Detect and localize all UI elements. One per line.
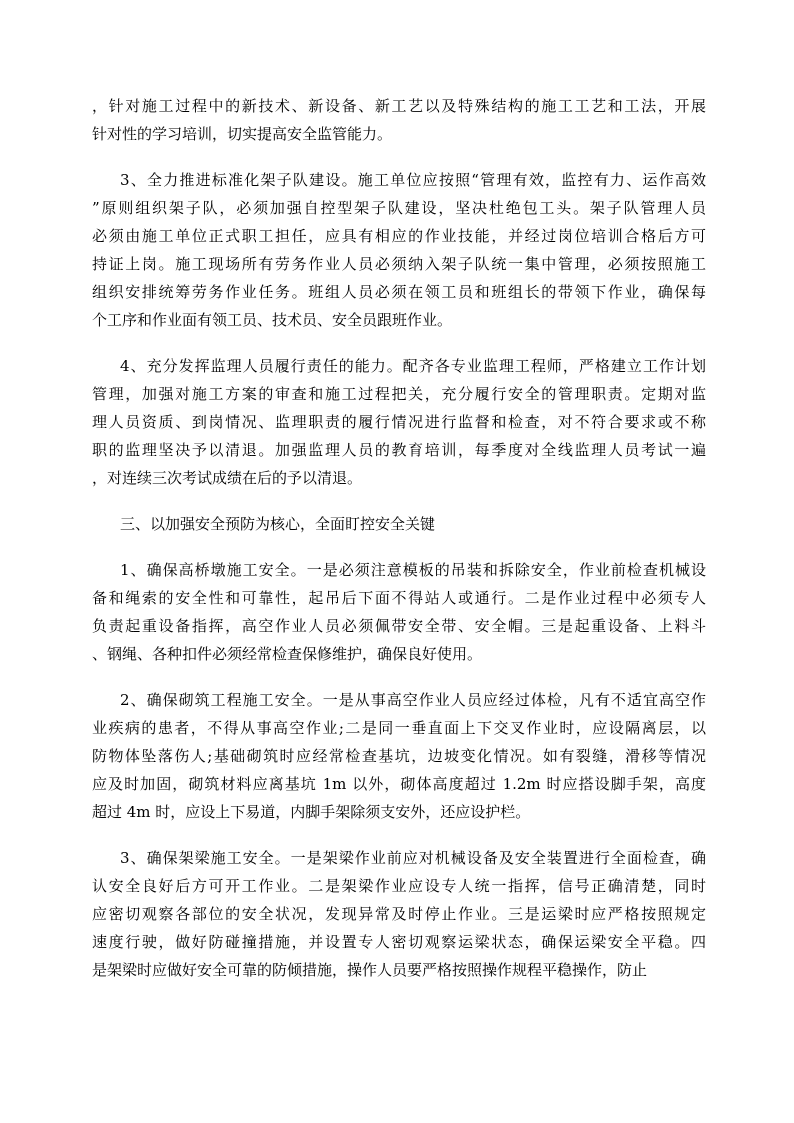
text-line: ，针对施工过程中的新技术、新设备、新工艺以及特殊结构的施工工艺和工法，开展	[92, 97, 706, 115]
paragraph-gap	[92, 826, 706, 844]
text-line: 必须由施工单位正式职工担任，应具有相应的作业技能，并经过岗位培训合格后方可	[92, 227, 706, 245]
text-line: ”原则组织架子队，必须加强自控型架子队建设，坚决杜绝包工头。架子队管理人员	[92, 199, 706, 217]
paragraph-gap	[92, 668, 706, 686]
paragraph	[92, 510, 706, 538]
text-line: 三、以加强安全预防为核心，全面盯控安全关键	[120, 515, 436, 533]
text-line: 负责起重设备指挥，高空作业人员必须佩带安全带、安全帽。三是起重设备、上料斗	[92, 617, 706, 635]
text-line: 是架梁时应做好安全可靠的防倾措施，操作人员要严格按照操作规程平稳操作，防止	[92, 961, 648, 979]
text-line: 3、全力推进标准化架子队建设。施工单位应按照“管理有效，监控有力、运作高效	[120, 171, 706, 189]
text-line: 1、确保高桥墩施工安全。一是必须注意模板的吊装和拆除安全，作业前检查机械设	[120, 561, 706, 579]
text-line: ，对连续三次考试成绩在后的予以清退。	[92, 469, 363, 487]
text-line: 2、确保砌筑工程施工安全。一是从事高空作业人员应经过体检，凡有不适宜高空作	[120, 691, 706, 709]
paragraph	[92, 844, 706, 984]
text-line: 备和绳索的安全性和可靠性，起吊后下面不得站人或通行。二是作业过程中必须专人	[92, 589, 706, 607]
text-line: 速度行驶，做好防碰撞措施，并设置专人密切观察运梁状态，确保运梁安全平稳。四	[92, 933, 706, 951]
paragraph	[92, 166, 706, 334]
paragraph-gap	[92, 148, 706, 166]
text-line: 持证上岗。施工现场所有劳务作业人员必须纳入架子队统一集中管理，必须按照施工	[92, 255, 706, 273]
paragraph	[92, 686, 706, 826]
text-line: 应及时加固，砌筑材料应离基坑 1m 以外，砌体高度超过 1.2m 时应搭设脚手架，高度	[92, 775, 706, 793]
text-line: 组织安排统筹劳务作业任务。班组人员必须在领工员和班组长的带领下作业，确保每	[92, 283, 706, 301]
text-line: 4、充分发挥监理人员履行责任的能力。配齐各专业监理工程师，严格建立工作计划	[120, 357, 706, 375]
text-line: 认安全良好后方可开工作业。二是架梁作业应设专人统一指挥，信号正确清楚，同时	[92, 877, 706, 895]
text-line: 防物体坠落伤人;基础砌筑时应经常检查基坑，边坡变化情况。如有裂缝，滑移等情况	[92, 747, 706, 765]
paragraph-gap	[92, 492, 706, 510]
paragraph	[92, 92, 706, 148]
text-line: 理人员资质、到岗情况、监理职责的履行情况进行监督和检查，对不符合要求或不称	[92, 413, 706, 431]
text-line: 管理，加强对施工方案的审查和施工过程把关，充分履行安全的管理职责。定期对监	[92, 385, 706, 403]
text-line: 应密切观察各部位的安全状况，发现异常及时停止作业。三是运梁时应严格按照规定	[92, 905, 706, 923]
paragraph	[92, 556, 706, 668]
text-line: 3、确保架梁施工安全。一是架梁作业前应对机械设备及安全装置进行全面检查，确	[120, 849, 706, 867]
paragraph	[92, 352, 706, 492]
paragraph-gap	[92, 538, 706, 556]
text-line: 超过 4m 时，应设上下易道，内脚手架除须支安外，还应设护栏。	[92, 803, 531, 821]
text-line: 职的监理坚决予以清退。加强监理人员的教育培训，每季度对全线监理人员考试一遍	[92, 441, 706, 459]
text-line: 个工序和作业面有领工员、技术员、安全员跟班作业。	[92, 311, 453, 329]
paragraph-gap	[92, 334, 706, 352]
document-page	[92, 92, 706, 984]
text-line: 、钢绳、各种扣件必须经常检查保修维护，确保良好使用。	[92, 645, 483, 663]
text-line: 针对性的学习培训，切实提高安全监管能力。	[92, 125, 393, 143]
text-line: 业疾病的患者，不得从事高空作业;二是同一垂直面上下交叉作业时，应设隔离层，以	[92, 719, 706, 737]
